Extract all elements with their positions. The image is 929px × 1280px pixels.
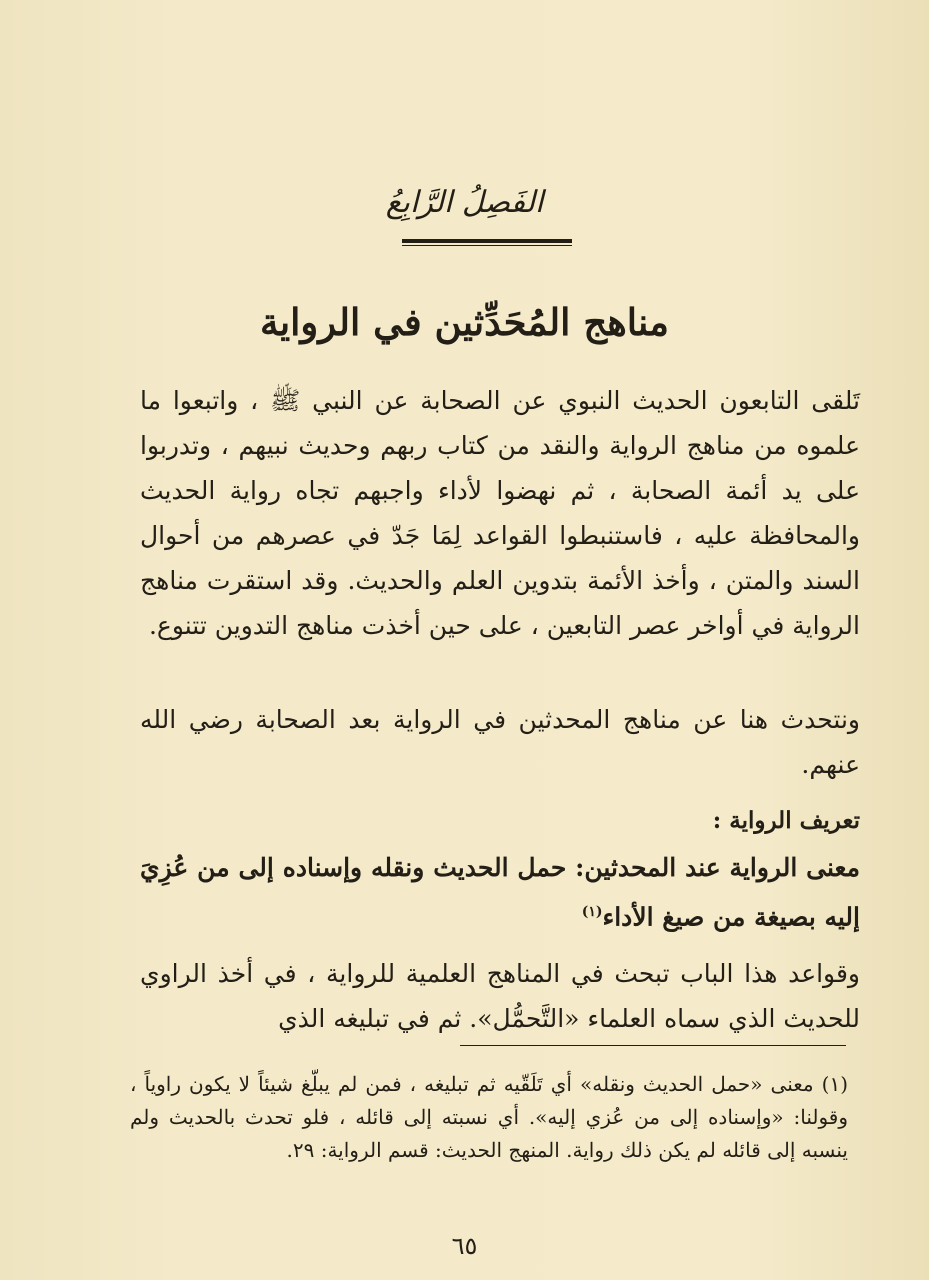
chapter-title: مناهج المُحَدِّثين في الرواية: [260, 300, 669, 344]
divider-thick-line: [402, 239, 572, 243]
footnote-number: (١): [821, 1072, 848, 1096]
divider-thin-line: [402, 245, 572, 246]
chapter-label: الفَصِلُ الرَّابِعُ: [385, 185, 544, 220]
paragraph-topic: ونتحدث هنا عن مناهج المحدثين في الرواية بعد الصحابة رضي الله عنهم.: [140, 705, 860, 779]
footnote-separator: [460, 1045, 846, 1046]
footnote-reference[interactable]: (١): [581, 904, 603, 920]
section-heading: تعريف الرواية :: [712, 807, 860, 834]
footnote-text: معنى «حمل الحديث ونقله» أي تَلَقّيه ثم تبليغه ، فمن لم يبلّغ شيئاً لا يكون راوياً ، وقولنا: «وإسناده إلى من عُزي إليه». أي نسبته إلى قائله ، فلو تحدث بالحديث ولم ينسبه إلى قائله لم يكن ذلك رواية. المنهج الحديث: قسم الرواية: ٢٩.: [130, 1072, 848, 1162]
footnote: [130, 1068, 848, 1167]
page-number: ٦٥: [451, 1232, 478, 1260]
definition-text: معنى الرواية عند المحدثين: حمل الحديث ونقله وإسناده إلى من عُزِيَ إليه بصيغة من صيغ الأداء: [140, 853, 860, 932]
paragraph-definition: [140, 845, 860, 939]
paragraph-rules: وقواعد هذا الباب تبحث في المناهج العلمية للرواية ، في أخذ الراوي للحديث الذي سماه العلماء «التَّحمُّل». ثم في تبليغه الذي: [140, 959, 860, 1033]
paragraph-intro: تَلقى التابعون الحديث النبوي عن الصحابة عن النبي ﷺ ، واتبعوا ما علموه من مناهج الرواية والنقد من كتاب ربهم وحديث نبيهم ، وتدربوا على يد أئمة الصحابة ، ثم نهضوا لأداء واجبهم تجاه رواية الحديث والمحافظة عليه ، فاستنبطوا القواعد لِمَا جَدّ في عصرهم من أحوال السند والمتن ، وأخذ الأئمة بتدوين العلم والحديث. وقد استقرت مناهج الرواية في أواخر عصر التابعين ، على حين أخذت مناهج التدوين تتنوع.: [140, 386, 860, 640]
